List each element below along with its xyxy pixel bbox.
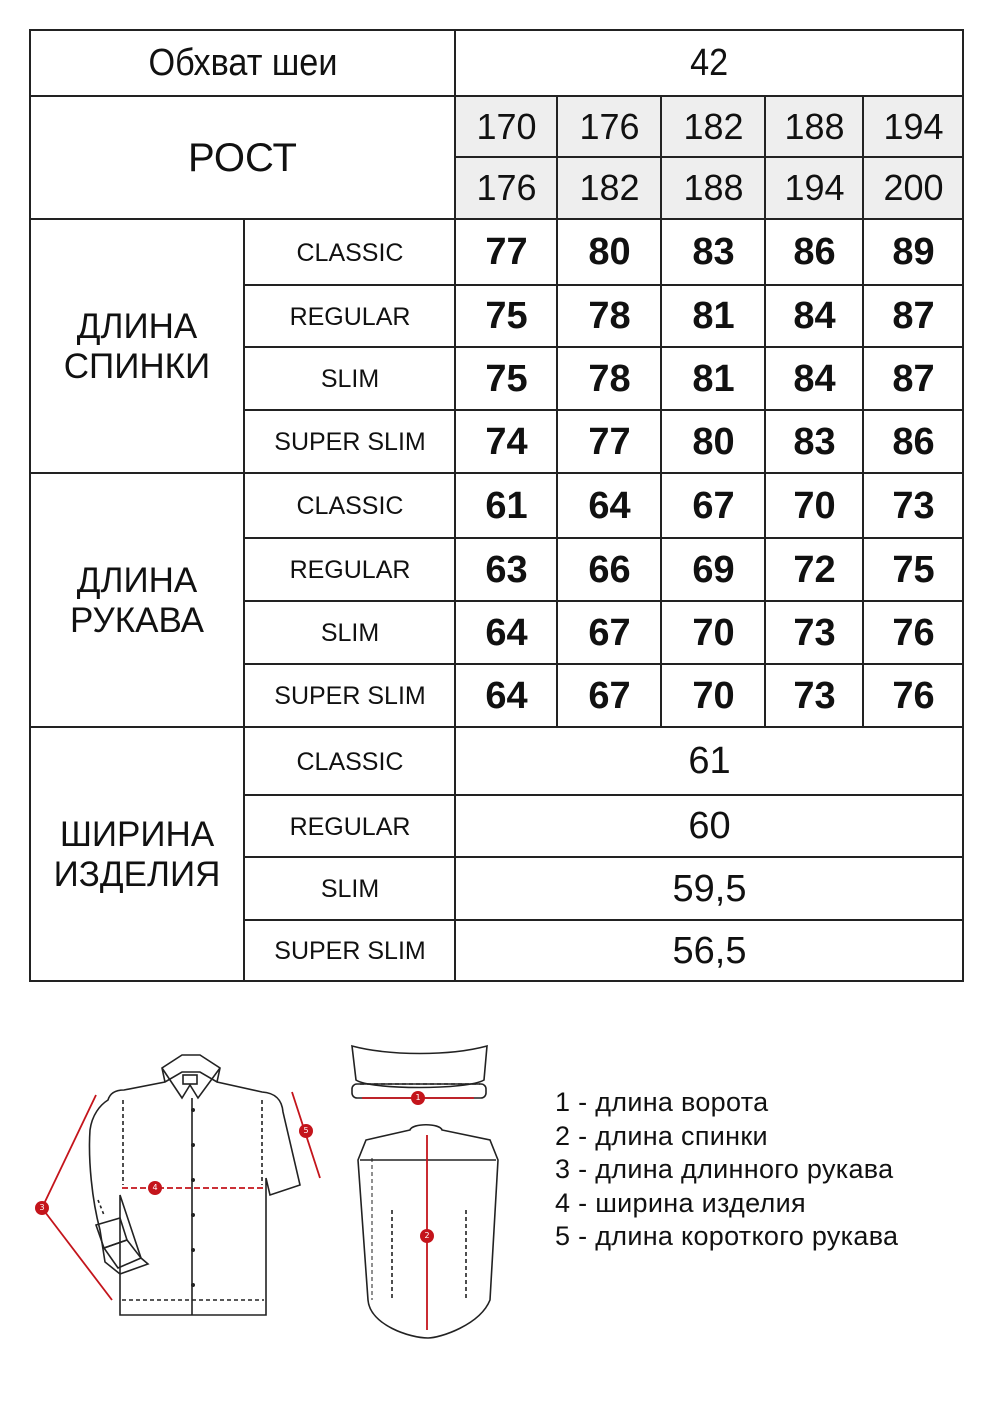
back-length-value: 86 <box>793 231 836 274</box>
measurement-marker-3: 3 <box>35 1201 49 1215</box>
width-value: 61 <box>688 740 731 783</box>
back-length-value: 75 <box>485 357 528 400</box>
sleeve-length-value: 70 <box>692 674 735 717</box>
shirt-front-illustration <box>89 1055 300 1315</box>
back-length-value: 78 <box>588 357 631 400</box>
fit-type-label: SLIM <box>320 619 380 647</box>
fit-type-label: SUPER SLIM <box>274 682 426 710</box>
measurement-legend <box>555 1086 898 1254</box>
sleeve-length-value: 63 <box>485 548 528 591</box>
measurement-marker-2: 2 <box>420 1229 434 1243</box>
height-to-value: 188 <box>683 167 744 209</box>
sleeve-length-value: 66 <box>588 548 631 591</box>
legend-item: 3 - длина длинного рукава <box>555 1154 894 1184</box>
sleeve-length-value: 67 <box>588 611 631 654</box>
fit-type-label: CLASSIC <box>296 238 404 267</box>
fit-type-label: SLIM <box>320 365 380 393</box>
back-length-value: 84 <box>793 295 836 338</box>
measurement-marker-4: 4 <box>148 1181 162 1195</box>
back-length-value: 80 <box>692 420 735 463</box>
legend-item: 2 - длина спинки <box>555 1120 768 1151</box>
sleeve-length-value: 73 <box>793 674 836 717</box>
sleeve-length-value: 64 <box>485 611 528 654</box>
sleeve-length-value: 73 <box>892 484 935 527</box>
height-from-value: 194 <box>883 105 944 147</box>
fit-type-label: REGULAR <box>289 556 411 584</box>
width-value: 56,5 <box>672 929 747 972</box>
neck-value: 42 <box>690 41 729 84</box>
height-from-value: 176 <box>579 105 640 147</box>
back-length-value: 74 <box>485 420 528 463</box>
width-label: ШИРИНА ИЗДЕЛИЯ <box>53 815 221 894</box>
sleeve-length-value: 76 <box>892 611 935 654</box>
height-from-value: 182 <box>683 105 744 147</box>
sleeve-length-value: 64 <box>588 484 631 527</box>
measurement-marker-1: 1 <box>411 1091 425 1105</box>
fit-type-label: SUPER SLIM <box>274 428 426 456</box>
legend-item: 5 - длина короткого рукава <box>555 1221 899 1251</box>
back-length-value: 81 <box>692 357 735 400</box>
fit-type-label: CLASSIC <box>296 747 404 776</box>
fit-type-label: REGULAR <box>289 812 411 841</box>
sleeve-length-value: 70 <box>793 484 836 527</box>
height-from-value: 170 <box>476 105 537 147</box>
height-to-value: 182 <box>579 167 640 209</box>
back-length-value: 86 <box>892 420 935 463</box>
sleeve-length-value: 72 <box>793 548 836 591</box>
sleeve-length-value: 67 <box>588 674 631 717</box>
sleeve-length-value: 69 <box>692 548 735 591</box>
back-length-value: 89 <box>892 231 935 274</box>
back-length-value: 87 <box>892 357 935 400</box>
back-length-label: ДЛИНА СПИНКИ <box>63 307 211 386</box>
back-length-value: 77 <box>485 231 528 274</box>
fit-type-label: SUPER SLIM <box>274 937 426 965</box>
neck-label: Обхват шеи <box>148 41 337 84</box>
height-from-value: 188 <box>784 105 845 147</box>
height-to-value: 200 <box>883 167 944 209</box>
sleeve-length-value: 73 <box>793 611 836 654</box>
back-length-value: 87 <box>892 295 935 338</box>
height-label: РОСТ <box>188 135 297 180</box>
height-to-value: 176 <box>476 167 537 209</box>
fit-type-label: SLIM <box>320 875 380 903</box>
measurement-marker-5: 5 <box>299 1124 313 1138</box>
fit-type-label: REGULAR <box>289 302 411 331</box>
back-length-value: 81 <box>692 295 735 338</box>
width-value: 60 <box>688 805 731 848</box>
sleeve-length-value: 64 <box>485 674 528 717</box>
legend-item: 4 - ширина изделия <box>555 1187 806 1218</box>
back-length-value: 77 <box>588 420 631 463</box>
front-measure-lines <box>42 1092 320 1300</box>
sleeve-length-value: 76 <box>892 674 935 717</box>
sleeve-length-value: 67 <box>692 484 735 527</box>
sleeve-length-value: 75 <box>892 548 935 591</box>
back-length-value: 78 <box>588 295 631 338</box>
back-length-value: 80 <box>588 231 631 274</box>
back-length-value: 83 <box>793 420 836 463</box>
height-to-value: 194 <box>784 167 845 209</box>
back-length-value: 83 <box>692 231 735 274</box>
back-length-value: 84 <box>793 357 836 400</box>
sleeve-length-label: ДЛИНА РУКАВА <box>69 561 205 640</box>
fit-type-label: CLASSIC <box>296 492 404 520</box>
back-length-value: 75 <box>485 295 528 338</box>
legend-item: 1 - длина ворота <box>555 1087 769 1117</box>
width-value: 59,5 <box>672 867 747 910</box>
sleeve-length-value: 61 <box>485 484 528 527</box>
sleeve-length-value: 70 <box>692 611 735 654</box>
